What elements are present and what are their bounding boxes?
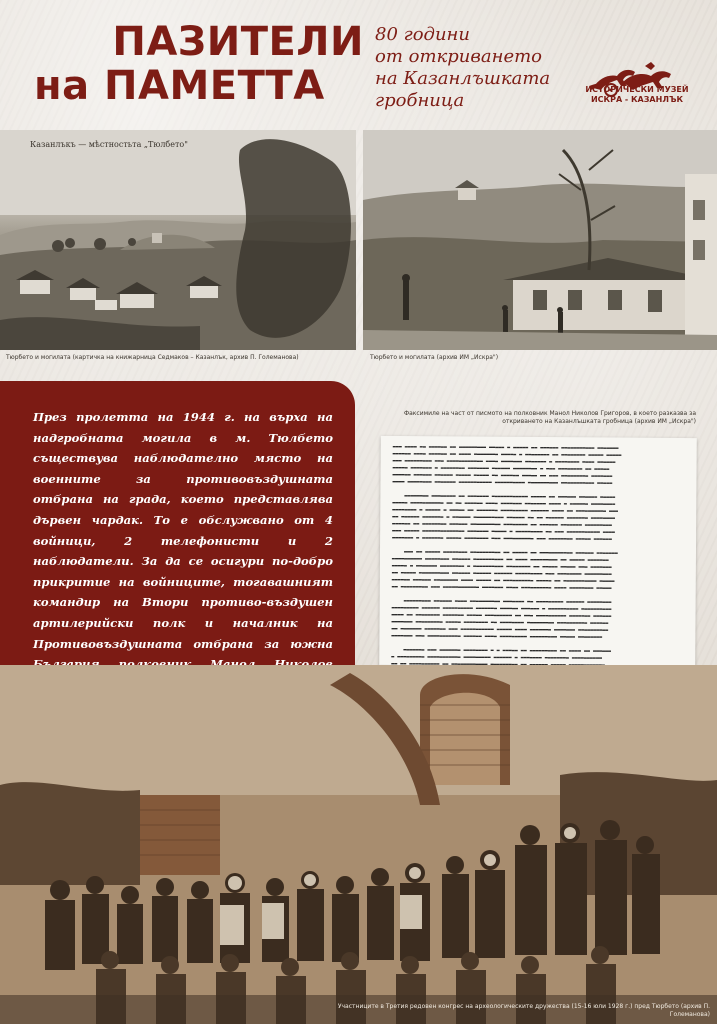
subtitle-line: гробница	[375, 90, 465, 111]
letter-facsimile-image	[379, 436, 697, 667]
letter-caption: Факсимиле на част от писмото на полковник Манол Николов Григоров, в което разказва за откриването на Казанлъшката гробница (архив ИМ „Искра")	[403, 410, 696, 425]
title-line-1: ПАЗИТЕЛИ	[112, 19, 364, 65]
subtitle-line: от откриването	[375, 46, 543, 67]
photo-caption-postcard: Тюрбето и могилата (картичка на книжарница Седмаков – Казанлък, архив П. Големанова)	[6, 354, 299, 361]
title-line-2: на ПАМЕТТА	[34, 63, 325, 109]
museum-name	[578, 85, 696, 105]
subtitle-line: на Казанлъшката	[375, 68, 551, 89]
postcard-photo-tomb-mound	[0, 130, 356, 350]
group-photo-congress-1928	[0, 665, 717, 1024]
museum-name-line1: ИСТОРИЧЕСКИ МУЗЕЙ	[585, 85, 689, 94]
letter-typed-text-illegible: ▬▬▬ ▬▬▬▬ ▬▬ ▬▬▬▬▬▬ ▬▬ ▬▬▬▬▬▬▬▬▬ ▬▬▬▬▬ ▬ ▬▬▬▬▬ ▬▬ ▬▬▬▬▬▬ ▬▬▬▬▬▬▬▬▬▬▬ ▬▬▬▬▬▬▬ ▬▬▬▬▬▬ ▬▬▬▬ ▬▬▬▬▬▬ ▬▬ ▬▬▬▬ ▬▬▬▬▬▬▬▬ ▬▬▬▬▬ ▬ ▬▬▬▬▬▬▬▬ ▬▬ ▬▬▬▬▬▬▬▬ ▬▬▬▬▬ ▬▬▬▬▬ ▬▬▬ ▬▬▬▬▬▬▬▬▬ ▬▬▬ ▬▬▬▬▬▬▬▬▬▬▬▬ ▬▬▬▬ ▬▬▬▬▬▬▬ ▬▬▬▬▬▬▬ ▬ ▬▬▬▬▬▬▬▬ ▬▬▬▬ ▬▬▬▬▬▬ ▬▬▬▬▬ ▬▬▬▬▬▬▬ ▬ ▬▬▬▬▬▬▬▬ ▬▬▬▬▬▬▬ ▬▬▬▬▬▬ ▬▬▬▬▬▬▬▬ ▬ ▬▬▬ ▬▬▬▬▬▬▬▬ ▬▬ ▬▬▬▬▬ ▬▬▬▬▬▬ ▬▬▬▬▬▬ ▬▬▬▬▬▬ ▬▬▬▬▬ ▬▬▬▬▬ ▬▬ ▬▬▬▬▬▬ ▬▬▬▬▬ ▬▬ ▬▬▬ ▬▬▬▬▬▬▬▬▬ ▬▬▬▬▬▬▬ ▬▬▬▬ ▬▬▬▬▬▬▬▬ ▬▬▬▬▬▬▬ ▬▬▬▬▬▬▬▬▬▬▬ ▬▬▬▬▬▬▬▬▬▬ ▬▬▬▬▬▬▬▬▬▬ ▬▬▬▬▬▬▬▬▬▬▬ ▬▬▬▬▬ ▬▬▬▬▬▬▬▬ ▬▬▬▬▬▬▬▬ ▬▬ ▬▬▬▬▬▬▬ ▬▬▬▬▬▬▬▬▬▬▬▬ ▬▬▬▬▬ ▬▬ ▬▬▬▬▬▬ ▬▬▬▬▬▬ ▬▬▬▬▬ ▬▬▬▬▬ ▬▬▬▬▬▬▬▬▬▬▬ ▬▬ ▬▬ ▬▬▬▬▬▬ ▬▬▬▬ ▬▬▬▬▬▬▬ ▬▬▬▬▬▬▬ ▬▬▬▬ ▬ ▬▬▬▬▬▬ ▬▬▬▬▬▬▬▬ ▬▬▬▬▬▬▬▬ ▬ ▬▬▬▬▬ ▬ ▬▬▬▬▬ ▬▬ ▬▬▬▬▬▬▬ ▬▬▬▬▬▬▬▬▬ ▬▬▬▬▬▬ ▬▬▬▬ ▬▬ ▬▬▬▬▬▬▬▬▬▬ ▬▬▬ ▬▬ ▬▬▬▬▬▬ ▬▬▬▬▬▬▬ ▬ ▬▬▬▬▬▬ ▬▬▬▬▬▬▬▬▬▬ ▬▬▬▬▬▬ ▬▬ ▬▬ ▬▬▬▬▬▬ ▬▬▬▬▬▬▬ ▬▬▬▬▬▬▬▬ ▬▬▬▬▬▬ ▬▬ ▬▬▬▬▬▬▬▬ ▬▬▬▬▬▬ ▬▬▬▬▬▬▬▬▬▬ ▬▬▬▬▬▬▬▬ ▬▬ ▬▬▬▬▬▬ ▬▬▬▬▬▬▬ ▬▬▬▬▬▬▬▬▬ ▬▬▬ ▬▬▬▬▬ ▬▬▬▬▬▬▬▬▬▬▬▬▬▬ ▬▬▬▬▬▬▬ ▬▬▬▬▬ ▬ ▬▬▬▬▬▬▬▬▬ ▬▬ ▬▬▬ ▬▬▬▬▬▬▬▬▬▬▬ ▬▬▬▬ ▬▬▬▬▬▬▬ ▬ ▬▬▬▬▬▬▬ ▬▬▬▬▬ ▬▬▬▬▬▬▬▬ ▬▬▬ ▬▬▬▬▬▬▬▬▬▬ ▬▬▬ ▬▬▬▬▬▬▬▬ ▬▬▬▬▬ ▬▬▬▬▬▬ ▬▬▬ ▬▬ ▬▬▬▬▬ ▬▬▬▬▬▬▬▬ ▬▬▬▬▬▬▬▬▬▬ ▬▬ ▬▬▬▬▬ ▬▬ ▬▬▬▬▬▬▬▬▬▬▬ ▬▬▬▬▬▬ ▬▬▬▬▬▬▬ ▬▬▬▬▬▬▬▬▬▬ ▬▬▬▬▬▬▬▬ ▬▬▬▬▬▬ ▬▬▬▬▬▬▬▬▬▬ ▬▬ ▬▬▬▬ ▬▬▬▬▬▬▬▬▬ ▬▬ ▬▬▬▬▬ ▬▬▬▬▬▬▬ ▬▬▬▬▬ ▬ ▬▬▬▬▬▬▬ ▬▬▬▬▬▬▬▬ ▬ ▬▬▬▬▬▬▬▬▬▬ ▬▬▬▬▬▬▬▬ ▬▬ ▬▬▬▬▬ ▬▬▬▬▬ ▬▬▬ ▬▬▬▬▬▬▬ ▬▬ ▬▬▬▬▬ ▬▬▬▬▬▬▬▬▬▬ ▬▬▬▬▬▬ ▬▬▬▬▬▬ ▬▬▬▬▬▬ ▬▬▬▬▬▬▬▬▬ ▬▬▬ ▬▬▬▬▬▬▬▬ ▬▬▬▬▬▬▬▬▬ ▬▬▬▬▬▬ ▬▬▬▬▬▬ ▬▬▬▬▬▬▬▬ ▬▬▬▬ ▬▬▬▬▬ ▬▬ ▬▬▬▬▬▬▬▬▬▬ ▬▬▬▬▬ ▬▬ ▬▬▬▬▬▬▬▬▬▬▬ ▬▬▬▬▬ ▬▬ ▬▬▬▬▬▬▬▬▬ ▬▬▬ ▬▬▬▬▬▬▬▬▬▬▬▬ ▬▬▬▬▬▬▬ ▬▬▬▬ ▬▬▬▬▬▬▬▬▬▬ ▬▬▬▬ ▬▬▬▬▬▬▬▬ ▬▬▬▬▬ ▬▬▬▬▬▬▬▬▬ ▬▬▬▬▬▬ ▬▬▬▬ ▬▬▬▬▬▬▬▬▬▬ ▬▬▬▬▬▬▬ ▬▬ ▬▬▬▬▬▬▬▬▬ ▬▬▬▬▬▬ ▬▬▬▬▬▬▬▬ ▬▬▬▬▬▬▬▬▬ ▬▬▬▬▬▬ ▬▬▬▬▬▬▬▬▬▬ ▬▬▬▬▬▬▬ ▬▬▬▬▬▬ ▬▬▬▬▬▬ ▬ ▬▬▬▬▬▬▬▬▬▬ ▬▬▬▬▬▬▬▬▬▬ ▬▬▬▬ ▬▬ ▬▬▬▬▬▬▬▬ ▬▬▬▬▬▬▬ ▬▬▬▬▬ ▬▬▬▬▬▬▬▬▬ ▬▬ ▬▬▬ ▬▬▬▬▬▬▬▬▬▬ ▬▬▬▬▬▬▬ ▬▬▬▬▬▬ ▬▬▬▬▬▬▬ ▬▬▬▬▬▬▬▬▬ ▬▬▬▬▬ ▬▬▬▬▬▬▬▬ ▬▬ ▬▬▬▬▬▬▬▬ ▬▬▬▬▬▬▬▬▬ ▬▬▬▬▬▬▬▬▬▬ ▬▬▬▬▬▬ ▬▬ ▬▬▬▬▬▬▬ ▬▬▬▬▬▬▬ ▬▬▬ ▬▬▬▬▬▬▬▬▬▬▬ ▬▬▬▬▬ ▬▬▬▬ ▬▬▬▬▬▬▬ ▬▬▬▬▬▬▬ ▬▬▬▬▬▬▬▬▬▬ ▬▬▬▬▬▬▬ ▬▬▬ ▬▬▬▬▬▬▬▬▬▬▬ ▬▬▬▬▬▬ ▬▬▬▬ ▬▬▬▬▬▬▬▬▬ ▬▬▬▬▬▬▬▬▬ ▬▬▬▬▬ ▬▬▬▬▬▬▬▬ ▬▬▬▬▬▬▬ ▬▬▬ ▬▬▬▬▬▬▬ ▬▬▬▬▬▬▬▬ ▬ ▬ ▬▬▬▬▬ ▬▬ ▬▬▬▬▬▬▬▬▬ ▬▬ ▬▬▬▬ ▬▬ ▬▬▬▬▬▬ ▬ ▬▬▬▬▬▬▬▬▬ ▬▬▬▬▬▬▬▬▬▬▬ ▬▬▬▬▬▬▬▬▬ ▬▬▬▬▬▬ ▬ ▬▬▬▬▬▬▬ ▬▬▬▬▬▬▬▬ ▬▬▬▬▬▬▬▬▬▬ ▬▬	[391, 443, 622, 668]
main-paragraph: През пролетта на 1944 г. на върха на надгробната могила в м. Тюлбето съществува наблюдателно място на военните за противовъздушната отбрана на града, което представлява дървен чардак. То е обслужвано от 4 войници, 2 телефонисти и 2 наблюдатели. За да се осигури по-добро прикритие на войниците, тогавашният командир на Втори противо-въздушен артилерийски полк и началник на Противовъздушната отбрана за южна	[33, 410, 333, 651]
museum-name-line2: ИСКРА - КАЗАНЛЪК	[590, 95, 684, 104]
subtitle-line: 80 години	[375, 24, 471, 45]
group-photo-caption: Участниците в Третия редовен конгрес на археологическите дружества (15-16 юли 1928 г.) пред Тюрбето (архив П. Големанова)	[337, 1003, 710, 1018]
postcard-inscription: Казанлъкъ — мѣстностьта „Тюлбето"	[30, 140, 188, 149]
photo-caption-village: Тюрбето и могилата (архив ИМ „Искра")	[370, 354, 499, 361]
page-title	[34, 19, 364, 109]
anniversary-subtitle	[375, 24, 550, 112]
photo-tomb-village	[363, 130, 717, 350]
